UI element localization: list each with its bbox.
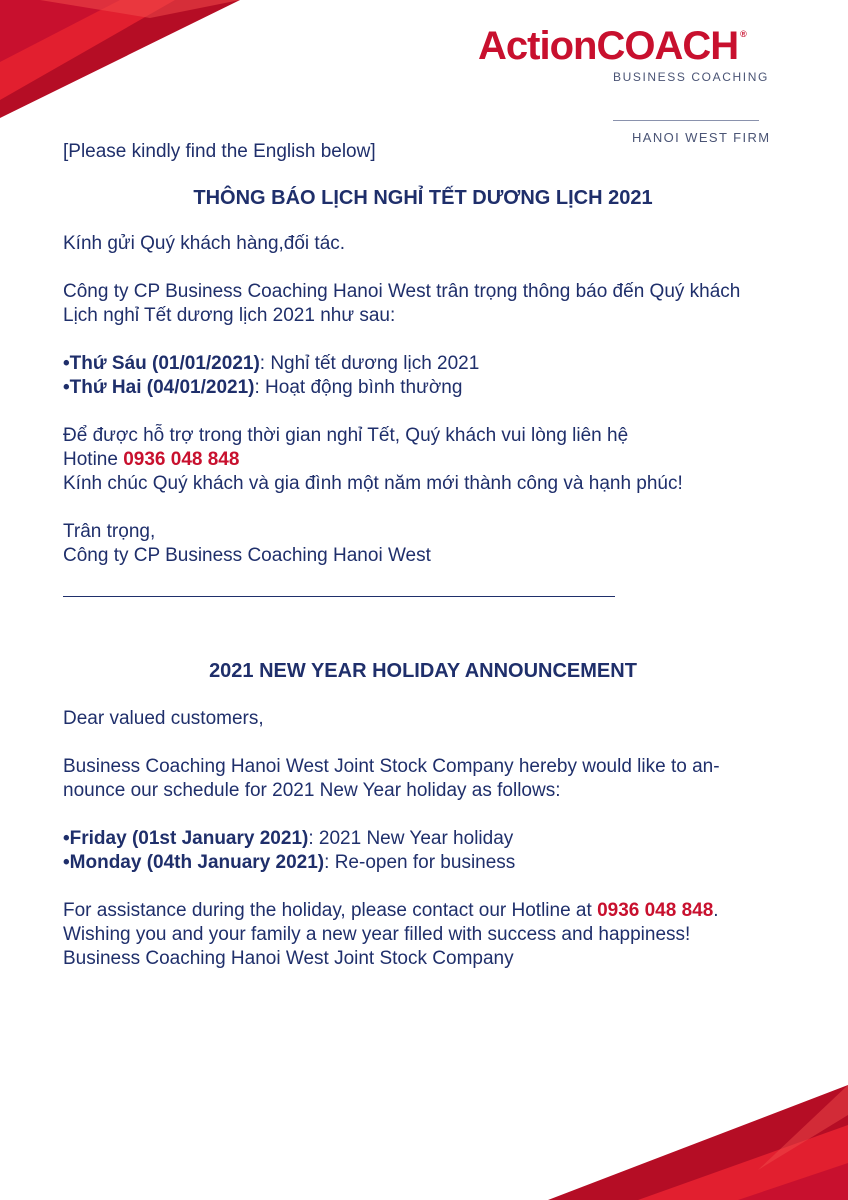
en-support-line: [63, 899, 783, 923]
vi-schedule-item: [63, 352, 783, 376]
vi-schedule: [63, 352, 783, 400]
announcement-body: [63, 140, 783, 971]
vi-schedule-day: Thứ Sáu (01/01/2021): [69, 353, 260, 374]
en-greeting: Dear valued customers,: [63, 708, 264, 729]
en-wish: Wishing you and your family a new year filled with success and happiness!: [63, 924, 691, 945]
en-body-line-2: nounce our schedule for 2021 New Year holiday as follows:: [63, 780, 561, 801]
vi-hotline-line: [63, 448, 783, 472]
vi-schedule-item: [63, 376, 783, 400]
bullet: •: [63, 377, 70, 398]
logo-action-text: Action: [478, 24, 597, 68]
vi-hotline-label: Hotine: [63, 449, 124, 470]
vi-support-line: Để được hỗ trợ trong thời gian nghỉ Tết, Quý khách vui lòng liên hệ: [63, 425, 629, 446]
bullet: •: [63, 828, 70, 849]
en-schedule-note: : Re-open for business: [324, 852, 516, 873]
bullet: •: [63, 852, 70, 873]
vi-hotline-number[interactable]: 0936 048 848: [123, 449, 240, 470]
corner-decoration-top-left: [0, 0, 240, 120]
vi-schedule-note: : Nghỉ tết dương lịch 2021: [259, 353, 480, 374]
en-schedule-day: Monday (04th January 2021): [69, 852, 325, 873]
vi-closing: Trân trọng,: [63, 521, 156, 542]
vi-title: THÔNG BÁO LỊCH NGHỈ TẾT DƯƠNG LỊCH 2021: [193, 187, 653, 209]
vi-signature: Công ty CP Business Coaching Hanoi West: [63, 545, 431, 566]
en-support-text: For assistance during the holiday, please contact our Hotline at: [63, 900, 598, 921]
vi-wish: Kính chúc Quý khách và gia đình một năm mới thành công và hạnh phúc!: [63, 473, 683, 494]
en-schedule-item: [63, 827, 783, 851]
vi-greeting: Kính gửi Quý khách hàng,đối tác.: [63, 233, 346, 254]
logo-registered-mark: ®: [740, 29, 746, 39]
logo-tagline: BUSINESS COACHING: [613, 70, 769, 84]
logo-firm-name: HANOI WEST FIRM: [632, 130, 771, 145]
logo-wordmark: [478, 26, 798, 66]
vi-schedule-day: Thứ Hai (04/01/2021): [69, 377, 255, 398]
intro-note: [Please kindly find the English below]: [63, 141, 376, 162]
bullet: •: [63, 353, 70, 374]
en-support-suffix: .: [713, 900, 719, 921]
en-schedule-item: [63, 851, 783, 875]
en-schedule-day: Friday (01st January 2021): [69, 828, 309, 849]
en-hotline-number[interactable]: 0936 048 848: [597, 900, 714, 921]
en-schedule-note: : 2021 New Year holiday: [308, 828, 514, 849]
vi-body-line-2: Lịch nghỉ Tết dương lịch 2021 như sau:: [63, 305, 396, 326]
actioncoach-logo: [478, 24, 798, 145]
en-schedule: [63, 827, 783, 875]
vi-body-line-1: Công ty CP Business Coaching Hanoi West trân trọng thông báo đến Quý khách: [63, 281, 741, 302]
en-body-line-1: Business Coaching Hanoi West Joint Stock Company hereby would like to an-: [63, 756, 720, 777]
logo-coach-text: COACH: [596, 24, 739, 68]
logo-divider: [613, 120, 759, 121]
en-title: 2021 NEW YEAR HOLIDAY ANNOUNCEMENT: [209, 660, 637, 682]
en-signature: Business Coaching Hanoi West Joint Stock Company: [63, 948, 514, 969]
vi-schedule-note: : Hoạt động bình thường: [254, 377, 463, 398]
corner-decoration-bottom-right: [548, 1085, 848, 1200]
